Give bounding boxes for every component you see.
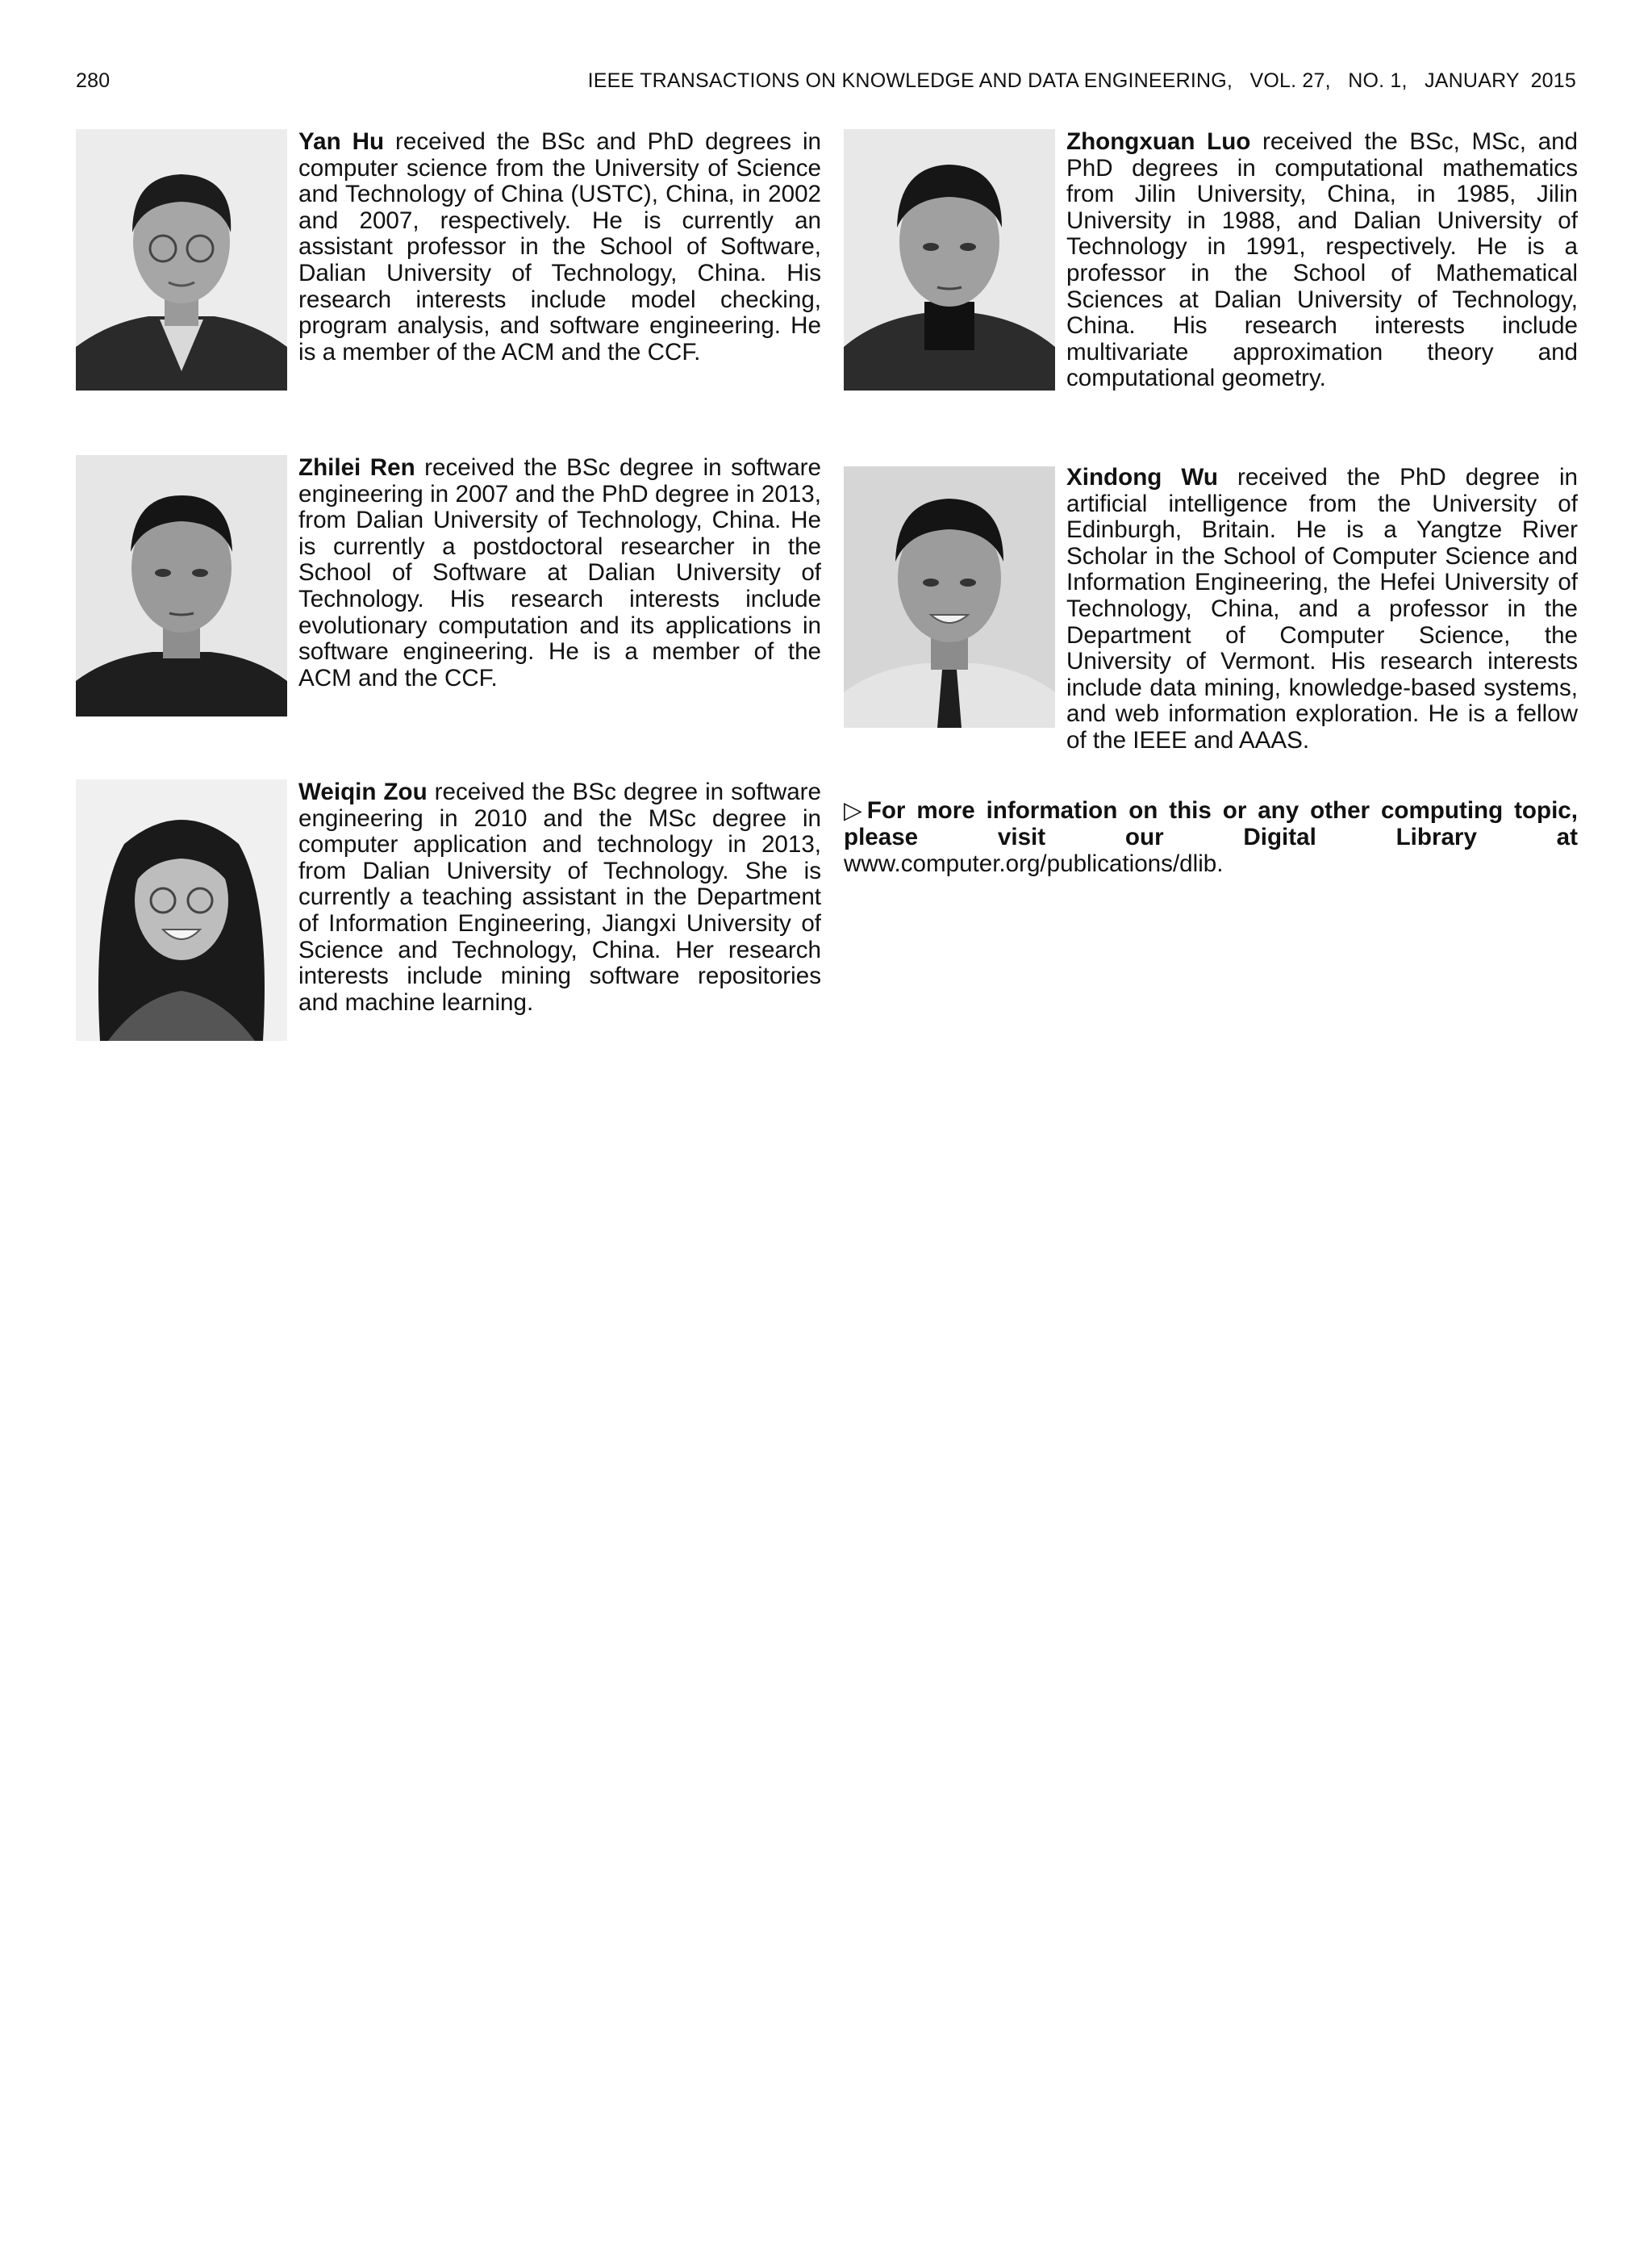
bio-body: received the BSc, MSc, and PhD degrees in computational mathematics from Jilin University, China, in 1985, Jilin University in 1988, and Dalian University of Technology in 1991, respectively. He is a professor in the School of Mathematical Sciences at Dalian University of Technology, China. His research interests include multivariate approximation theory and computational geometry. <box>1066 128 1578 392</box>
more-info-note <box>844 797 1578 877</box>
bio-body: received the PhD degree in artificial intelligence from the University of Edinburgh, Britain. He is a Yangtze River Scholar in the School of Computer Science and Information Engineering, the Hefei University of Technology, China, and a professor in the Department of Computer Science, the University of Vermont. His research interests include data mining, knowledge-based systems, and web information exploration. He is a fellow of the IEEE and AAAS. <box>1066 464 1579 754</box>
author-photo-zhilei-ren <box>76 455 287 716</box>
triangle-bullet-icon: ▷ <box>844 797 862 824</box>
page-number: 280 <box>76 69 111 92</box>
bio-body: received the BSc degree in software engineering in 2007 and the PhD degree in 2013, from Dalian University of Technology, China. He is currently a postdoctoral researcher in the School of Software at Dalian University of Technology. His research interests include evolutionary computation and its applications in software engineering. He is a member of the ACM and the CCF. <box>298 454 821 691</box>
author-name: Zhongxuan Luo <box>1066 128 1251 155</box>
bio-body: received the BSc and PhD degrees in computer science from the University of Science and Technology of China (USTC), China, in 2002 and 2007, respectively. He is currently an assistant professor in the School of Software, Dalian University of Technology, China. His research interests include model checking, program analysis, and software engineering. He is a member of the ACM and the CCF. <box>298 128 822 366</box>
bio-text <box>298 455 821 691</box>
bio-text <box>298 129 821 366</box>
author-name: Xindong Wu <box>1066 464 1218 491</box>
author-photo-weiqin-zou <box>76 779 287 1041</box>
bio-body: received the BSc degree in software engineering in 2010 and the MSc degree in computer application and technology in 2013, from Dalian University of Technology. She is currently a teaching assistant in the Department of Information Engineering, Jiangxi University of Science and Technology, China. Her research interests include mining software repositories and machine learning. <box>298 779 821 1016</box>
running-header <box>76 69 1576 102</box>
journal-title: IEEE TRANSACTIONS ON KNOWLEDGE AND DATA ENGINEERING, VOL. 27, NO. 1, JANUARY 2015 <box>587 69 1576 92</box>
author-photo-xindong-wu <box>844 466 1055 728</box>
author-name: Weiqin Zou <box>298 779 428 805</box>
more-info-text: For more information on this or any other computing topic, please visit our Digital Library at <box>844 797 1578 850</box>
author-name: Yan Hu <box>298 128 385 155</box>
author-name: Zhilei Ren <box>298 454 415 481</box>
author-photo-zhongxuan-luo <box>844 129 1055 391</box>
bio-text <box>1066 465 1578 754</box>
author-photo-yan-hu <box>76 129 287 391</box>
digital-library-link[interactable]: www.computer.org/publications/dlib. <box>844 850 1224 877</box>
bio-text <box>1066 129 1578 392</box>
bio-text <box>298 779 821 1016</box>
